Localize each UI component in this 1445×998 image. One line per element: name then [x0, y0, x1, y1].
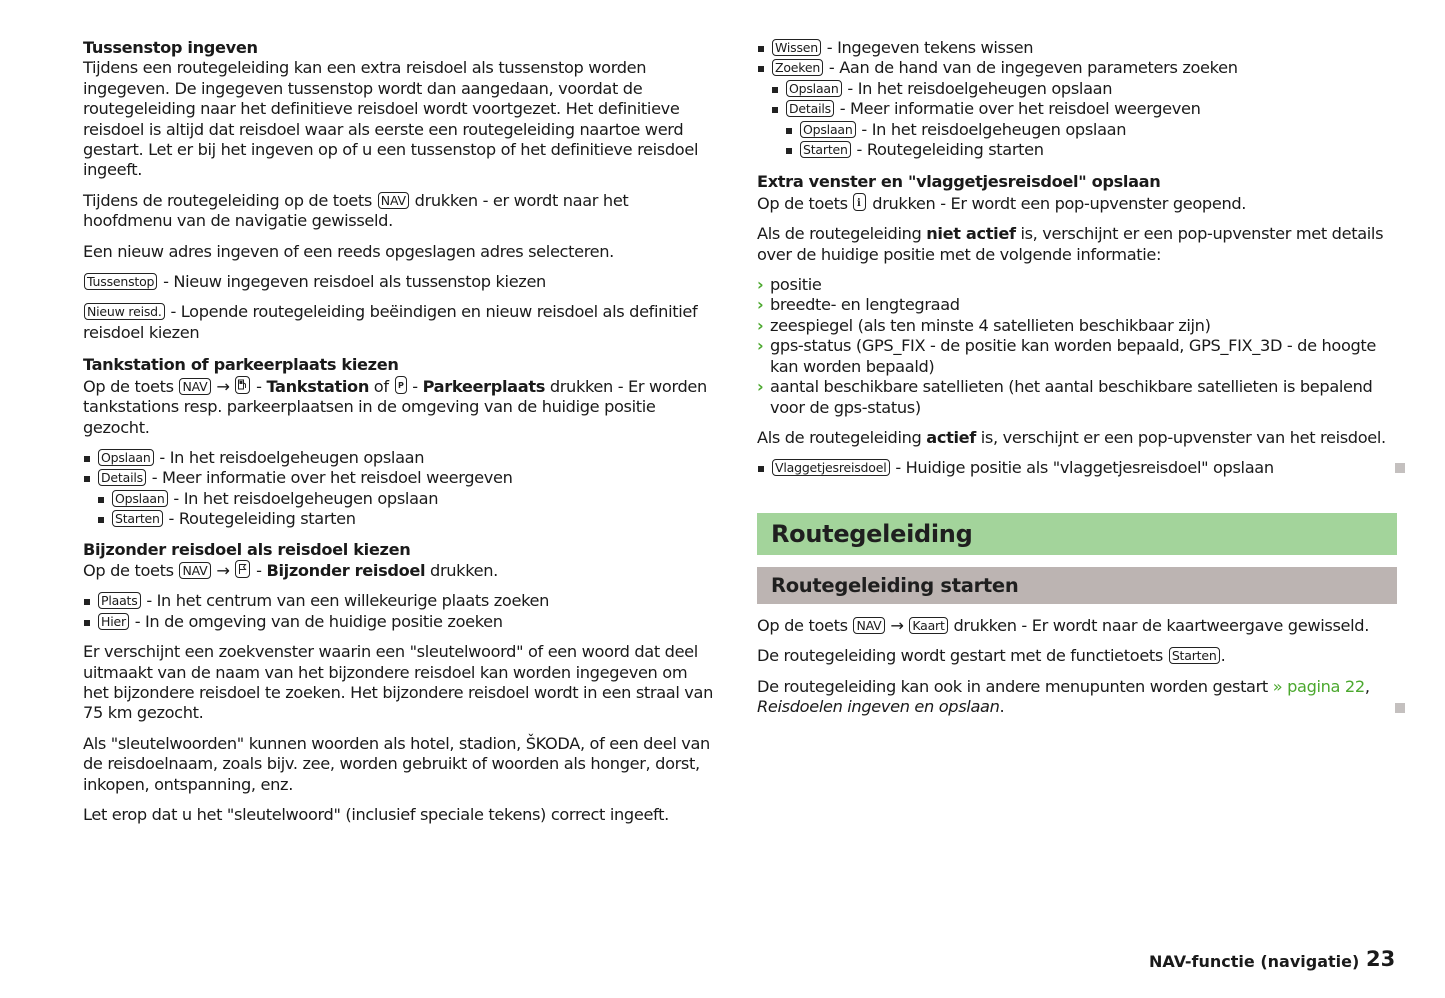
list-item: › aantal beschikbare satellieten (het aantal beschikbare satellieten is bepalend voor de gps-status) [757, 377, 1373, 417]
paragraph: Als "sleutelwoorden" kunnen woorden als hotel, stadion, ŠKODA, of een deel van de reisdoelnaam, zoals bijv. zee, worden gebruikt of woorden als honger, dorst, inkopen, ontspanning, enz. [83, 733, 710, 794]
plaats-key: Plaats [98, 592, 141, 609]
paragraph: Tijdens de routegeleiding op de toets NAV drukken - er wordt naar het hoofdmenu van de navigatie gewisseld. [83, 190, 629, 231]
list-item: Opslaan - In het reisdoelgeheugen opslaan [785, 120, 1397, 140]
section-heading: Routegeleiding [757, 513, 1397, 555]
list-item: Opslaan - In het reisdoelgeheugen opslaan [97, 489, 713, 509]
paragraph: De routegeleiding wordt gestart met de functietoets Starten . [757, 646, 1226, 666]
paragraph: Op de toets NAV → - Bijzonder reisdoel drukken. [83, 560, 498, 580]
list-item: Zoeken - Aan de hand van de ingegeven parameters zoeken [757, 58, 1397, 78]
flag-icon [235, 560, 250, 578]
list-item: Details - Meer informatie over het reisdoel weergeven [771, 99, 1397, 119]
paragraph: De routegeleiding kan ook in andere menupunten worden gestart » pagina 22, Reisdoelen ingeven en opslaan. [757, 677, 1397, 718]
paragraph: Op de toets NAV → Kaart drukken - Er wordt naar de kaartweergave gewisseld. [757, 615, 1370, 635]
section-end-marker [1395, 463, 1405, 473]
fuel-pump-icon [235, 376, 250, 394]
page-reference-link[interactable]: » pagina 22 [1272, 676, 1365, 696]
opslaan-key: Opslaan [786, 80, 842, 97]
nav-key: NAV [378, 192, 409, 209]
info-icon [853, 193, 866, 211]
heading-extra-venster: Extra venster en "vlaggetjesreisdoel" opslaan [757, 172, 1161, 192]
route-start-content [757, 616, 1397, 718]
position-info-list [757, 275, 1397, 418]
svg-text:i: i [857, 197, 861, 208]
chevron-right-icon: › [757, 275, 764, 295]
list-item: Wissen - Ingegeven tekens wissen [757, 38, 1397, 58]
zoeken-key: Zoeken [772, 59, 823, 76]
starten-key: Starten [800, 141, 851, 158]
nieuw-reisd-key: Nieuw reisd. [84, 303, 165, 320]
option-line: Nieuw reisd. - Lopende routegeleiding beëindigen en nieuw reisdoel als definitief reisdoel kiezen [83, 302, 698, 342]
chevron-right-icon: › [757, 377, 764, 397]
starten-key: Starten [112, 510, 163, 527]
nav-key: NAV [179, 378, 210, 395]
chevron-right-icon: › [757, 336, 764, 356]
list-item: Starten - Routegeleiding starten [785, 140, 1397, 160]
nav-key: NAV [179, 562, 210, 579]
chevron-right-icon: › [757, 295, 764, 315]
list-item: › zeespiegel (als ten minste 4 satellieten beschikbaar zijn) [757, 315, 1211, 335]
vlaggetjes-list [757, 458, 1397, 478]
opslaan-key: Opslaan [98, 449, 154, 466]
hier-key: Hier [98, 613, 129, 630]
bijzonder-options-list [83, 591, 713, 632]
svg-text:P: P [397, 380, 404, 390]
list-item: Hier - In de omgeving van de huidige positie zoeken [83, 612, 713, 632]
nav-key: NAV [853, 617, 884, 634]
tankstation-options-list [83, 448, 713, 530]
paragraph: Als de routegeleiding actief is, verschijnt er een pop-upvenster van het reisdoel. [757, 427, 1386, 447]
section-end-marker [1395, 703, 1405, 713]
heading-tankstation: Tankstation of parkeerplaats kiezen [83, 355, 399, 375]
search-options-list [757, 38, 1397, 160]
paragraph: Let erop dat u het "sleutelwoord" (inclusief speciale tekens) correct ingeeft. [83, 805, 669, 824]
right-column [757, 38, 1397, 727]
kaart-key: Kaart [909, 617, 947, 634]
paragraph: Een nieuw adres ingeven of een reeds opgeslagen adres selecteren. [83, 241, 614, 261]
list-item: › breedte- en lengtegraad [757, 295, 960, 315]
tussenstop-key: Tussenstop [84, 273, 157, 290]
paragraph: Als de routegeleiding niet actief is, verschijnt er een pop-upvenster met details over de huidige positie met de volgende informatie: [757, 224, 1384, 264]
paragraph: Op de toets NAV → - Tankstation of P - Parkeerplaats drukken - Er worden tankstations resp. parkeerplaatsen in de omgeving van de huidige positie gezocht. [83, 376, 707, 437]
list-item: › positie [757, 275, 822, 295]
starten-key: Starten [1169, 647, 1220, 664]
list-item: Opslaan - In het reisdoelgeheugen opslaan [83, 448, 713, 468]
option-line: Tussenstop - Nieuw ingegeven reisdoel als tussenstop kiezen [83, 272, 713, 292]
wissen-key: Wissen [772, 39, 821, 56]
paragraph: Er verschijnt een zoekvenster waarin een "sleutelwoord" of een woord dat deel uitmaakt van de naam van het bijzondere reisdoel kan worden ingegeven om het bijzondere reisdoel te zoeken. Het bijzondere reisdoel wordt in een straal van 75 km gezocht. [83, 642, 714, 723]
chevron-right-icon: › [757, 315, 764, 335]
footer-chapter-title: NAV-functie (navigatie) [1149, 952, 1360, 971]
details-key: Details [786, 100, 834, 117]
left-column [83, 38, 713, 835]
opslaan-key: Opslaan [112, 490, 168, 507]
subsection-heading: Routegeleiding starten [757, 567, 1397, 604]
paragraph: Op de toets i drukken - Er wordt een pop-upvenster geopend. [757, 193, 1247, 213]
list-item: Opslaan - In het reisdoelgeheugen opslaan [771, 79, 1397, 99]
page-number: 23 [1366, 947, 1396, 971]
parking-icon [395, 376, 407, 394]
paragraph: Tijdens een routegeleiding kan een extra reisdoel als tussenstop worden ingegeven. De ingegeven tussenstop wordt dan aangedaan, voordat de routegeleiding naar het definitieve reisdoel wordt voortgezet. Het definitieve reisdoel is altijd dat reisdoel waar als eerste een routegeleiding naartoe werd gestart. Let er bij het ingeven op of u een tussenstop of het definitieve reisdoel ingeeft. [83, 58, 699, 180]
list-item: Plaats - In het centrum van een willekeurige plaats zoeken [83, 591, 713, 611]
heading-tussenstop: Tussenstop ingeven [83, 38, 258, 57]
list-item: Starten - Routegeleiding starten [97, 509, 713, 529]
list-item: Details - Meer informatie over het reisdoel weergeven [83, 468, 713, 488]
list-item: Vlaggetjesreisdoel - Huidige positie als "vlaggetjesreisdoel" opslaan [757, 458, 1397, 478]
vlaggetjesreisdoel-key: Vlaggetjesreisdoel [772, 459, 890, 476]
list-item: › gps-status (GPS_FIX - de positie kan worden bepaald, GPS_FIX_3D - de hoogte kan worden bepaald) [757, 336, 1377, 376]
heading-bijzonder-reisdoel: Bijzonder reisdoel als reisdoel kiezen [83, 539, 411, 559]
opslaan-key: Opslaan [800, 121, 856, 138]
details-key: Details [98, 469, 146, 486]
